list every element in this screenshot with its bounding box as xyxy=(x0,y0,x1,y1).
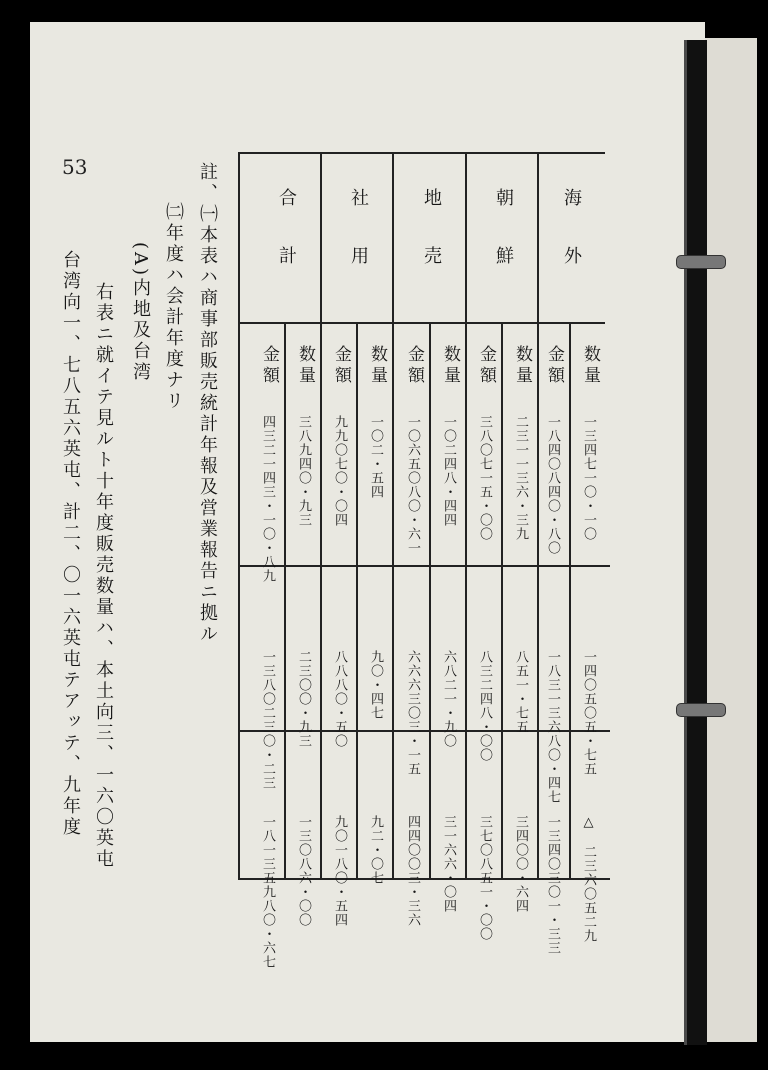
table-cell: △ 二三六〇五二九 xyxy=(581,815,596,943)
table-cell: 一八四〇八四〇・八〇 xyxy=(545,415,560,555)
page-number: 53 xyxy=(62,155,88,179)
table-cell: 六六六三〇三・一五 xyxy=(405,650,420,776)
category-divider xyxy=(320,152,322,878)
table-cell: 一〇六五〇八〇・六一 xyxy=(405,415,420,555)
table-cell: 一〇二・五四 xyxy=(368,415,383,499)
note-fiscal-year: ㈡年度ハ会計年度ナリ xyxy=(163,202,184,412)
column-header-category: 海外 xyxy=(561,188,582,304)
column-header-quantity: 数量 xyxy=(440,345,460,387)
subcolumn-divider xyxy=(284,322,286,878)
note-section-a: (A)内地及台湾 xyxy=(130,242,151,384)
subcolumn-divider xyxy=(501,322,503,878)
table-border-left xyxy=(238,152,240,878)
table-cell: 九〇一八〇・五四 xyxy=(332,815,347,927)
table-cell: 四四〇〇三・三六 xyxy=(405,815,420,927)
table-cell: 一八一三五九八〇・六七 xyxy=(260,815,275,969)
table-cell: 三八九四〇・九三 xyxy=(296,415,311,527)
table-cell: 一三〇八六・〇〇 xyxy=(296,815,311,927)
body-text-line-1: 右表ニ就イテ見ルト十年度販売数量ハ、本土向三、一六〇英屯 xyxy=(93,282,114,870)
column-header-amount: 金額 xyxy=(544,345,564,387)
table-cell: 六八二一・九〇 xyxy=(441,650,456,748)
table-cell: 三八〇七一五・〇〇 xyxy=(477,415,492,541)
category-divider xyxy=(537,152,539,878)
table-cell: 九〇・四七 xyxy=(368,650,383,720)
table-cell: 二三一一三六・三九 xyxy=(513,415,528,541)
table-cell: 一〇二四八・四四 xyxy=(441,415,456,527)
column-header-quantity: 数量 xyxy=(295,345,315,387)
binding-clip-top xyxy=(676,255,726,269)
table-cell: 一四〇五〇五・七五 xyxy=(581,650,596,776)
facing-page-edge xyxy=(705,38,757,1042)
column-header-amount: 金額 xyxy=(476,345,496,387)
subcolumn-divider xyxy=(569,322,571,878)
table-cell: 八八八〇・五〇 xyxy=(332,650,347,748)
table-cell: 八五一・七五 xyxy=(513,650,528,734)
table-cell: 三一六六・〇四 xyxy=(441,815,456,913)
column-header-amount: 金額 xyxy=(404,345,424,387)
table-border-top xyxy=(238,152,605,154)
table-cell: 九二・〇七 xyxy=(368,815,383,885)
table-header-divider xyxy=(238,322,605,324)
category-divider xyxy=(392,152,394,878)
table-cell: 一三四七一〇・一〇 xyxy=(581,415,596,541)
column-header-category: 朝鮮 xyxy=(493,188,514,304)
category-divider xyxy=(465,152,467,878)
document-page xyxy=(30,22,705,1042)
table-cell: 九九〇七〇・〇四 xyxy=(332,415,347,527)
binding-clip-bottom xyxy=(676,703,726,717)
column-header-category: 合計 xyxy=(276,188,297,304)
column-header-category: 地売 xyxy=(421,188,442,304)
row-divider-1 xyxy=(238,565,610,567)
column-header-quantity: 数量 xyxy=(367,345,387,387)
table-cell: 二三〇〇・九三 xyxy=(296,650,311,748)
table-cell: 一三八〇二三〇・二三 xyxy=(260,650,275,790)
subcolumn-divider xyxy=(429,322,431,878)
table-cell: 三四〇〇・六四 xyxy=(513,815,528,913)
note-source: 註、㈠本表ハ商事部販売統計年報及営業報告ニ拠ル xyxy=(197,162,218,645)
table-cell: 八三二四八・〇〇 xyxy=(477,650,492,762)
body-text-line-2: 台湾向一、七八五六英屯、計二、〇一六英屯テアッテ、九年度 xyxy=(60,250,81,838)
table-cell: 一八三一三六八〇・四七 xyxy=(545,650,560,804)
column-header-quantity: 数量 xyxy=(580,345,600,387)
table-cell: 三七〇八五一・〇〇 xyxy=(477,815,492,941)
column-header-amount: 金額 xyxy=(259,345,279,387)
column-header-category: 社用 xyxy=(348,188,369,304)
column-header-amount: 金額 xyxy=(331,345,351,387)
book-binding xyxy=(684,40,707,1045)
subcolumn-divider xyxy=(356,322,358,878)
table-cell: 四三二一四三・一〇・八九 xyxy=(260,415,275,583)
column-header-quantity: 数量 xyxy=(512,345,532,387)
table-cell: 一三四〇三〇一・三三 xyxy=(545,815,560,955)
